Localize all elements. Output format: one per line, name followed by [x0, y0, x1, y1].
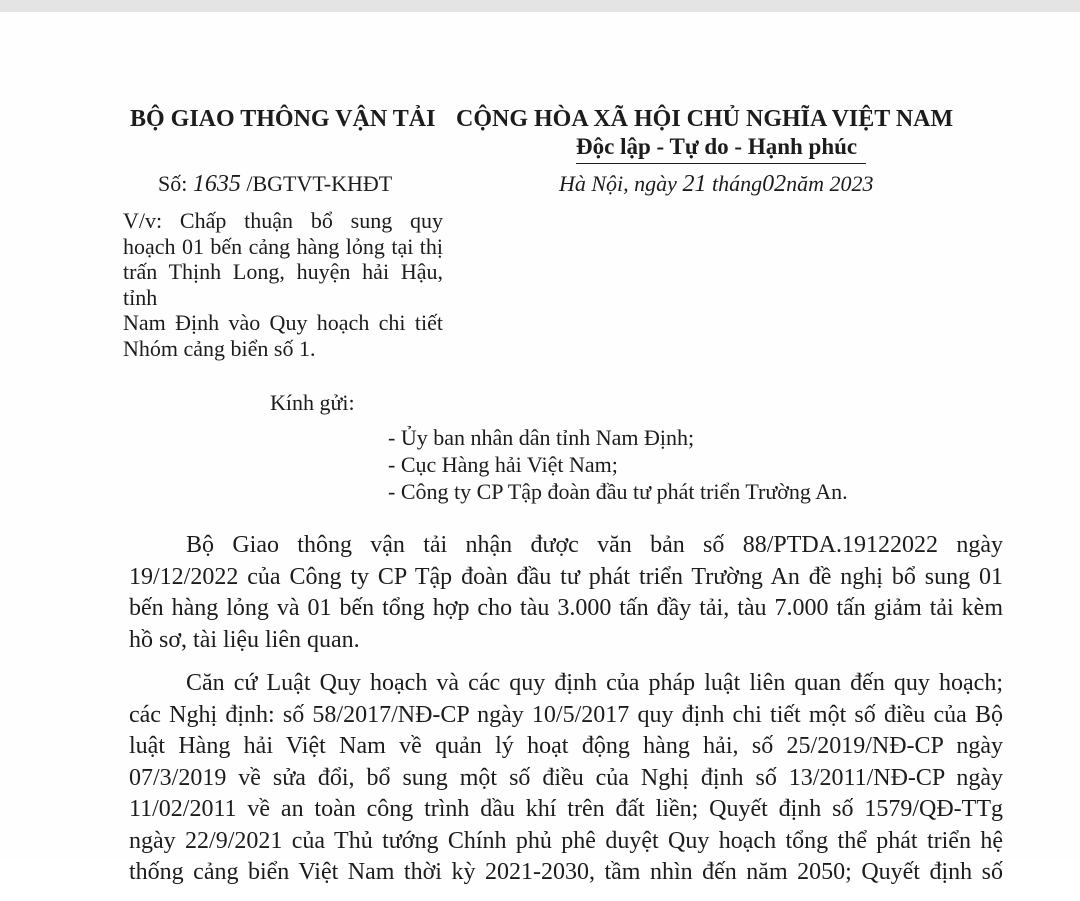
body-paragraph [129, 530, 1003, 656]
body-line: hồ sơ, tài liệu liên quan. [129, 626, 360, 653]
recipient-list [388, 424, 848, 505]
document-number-value: 1635 [192, 171, 241, 197]
subject-summary [123, 208, 443, 361]
body-line: bến hàng lỏng và 01 bến tổng hợp cho tàu 3.000 tấn đầy tải, tàu 7.000 tấn giảm tải kèm [129, 595, 1003, 621]
body-line: các Nghị định: số 58/2017/NĐ-CP ngày 10/5/2017 quy định chi tiết một số điều của Bộ [129, 701, 1003, 728]
document-number-prefix: Số: [158, 171, 188, 196]
date-month-word: tháng [711, 171, 763, 196]
document-number [158, 171, 392, 198]
body-line: Bộ Giao thông vận tải nhận được văn bản số 88/PTDA.19122022 ngày [186, 532, 1003, 558]
national-title: CỘNG HÒA XÃ HỘI CHỦ NGHĨA VIỆT NAM [456, 106, 954, 132]
body-line: luật Hàng hải Việt Nam về quản lý hoạt động hàng hải, số 25/2019/NĐ-CP ngày [129, 733, 1003, 759]
greeting: Kính gửi: [270, 390, 355, 415]
recipient-item: - Ủy ban nhân dân tỉnh Nam Định; [388, 425, 695, 450]
place-and-date [559, 171, 873, 198]
body-paragraph [129, 668, 1003, 889]
subject-line: hoạch 01 bến cảng hàng lỏng tại thị [123, 233, 443, 259]
subject-line: Nam Định vào Quy hoạch chi tiết [123, 310, 443, 335]
body-line: thống cảng biển Việt Nam thời kỳ 2021-2030, tầm nhìn đến năm 2050; Quyết định số [129, 859, 1003, 885]
body-line: 19/12/2022 của Công ty CP Tập đoàn đầu tư phát triển Trường An đề nghị bổ sung 01 [129, 563, 1003, 590]
body-line: 07/3/2019 về sửa đổi, bổ sung một số điều của Nghị định số 13/2011/NĐ-CP ngày [129, 764, 1003, 791]
date-place: Hà Nội, ngày [559, 171, 677, 196]
recipient-item: - Công ty CP Tập đoàn đầu tư phát triển Trường An. [388, 479, 848, 504]
date-day: 21 [682, 171, 707, 197]
body-line: 11/02/2011 về an toàn công trình dầu khí trên đất liền; Quyết định số 1579/QĐ-TTg [129, 796, 1003, 822]
date-month: 02 [762, 171, 787, 197]
document-number-suffix: /BGTVT-KHĐT [246, 171, 393, 196]
viewer-top-bar [0, 0, 1080, 12]
agency-name: BỘ GIAO THÔNG VẬN TẢI [130, 106, 436, 132]
subject-line: trấn Thịnh Long, huyện hải Hậu, tỉnh [123, 259, 443, 310]
document-body [129, 530, 1003, 901]
body-line: ngày 22/9/2021 của Thủ tướng Chính phủ phê duyệt Quy hoạch tổng thể phát triển hệ [129, 827, 1003, 854]
body-line: Căn cứ Luật Quy hoạch và các quy định của pháp luật liên quan đến quy hoạch; [186, 670, 1003, 696]
national-motto: Độc lập - Tự do - Hạnh phúc [576, 134, 858, 159]
subject-line: V/v: Chấp thuận bổ sung quy [123, 208, 443, 233]
document-page [0, 12, 1080, 885]
motto-underline [576, 163, 866, 164]
recipient-item: - Cục Hàng hải Việt Nam; [388, 452, 618, 477]
subject-line: Nhóm cảng biển số 1. [123, 335, 316, 361]
date-year: năm 2023 [786, 171, 874, 196]
